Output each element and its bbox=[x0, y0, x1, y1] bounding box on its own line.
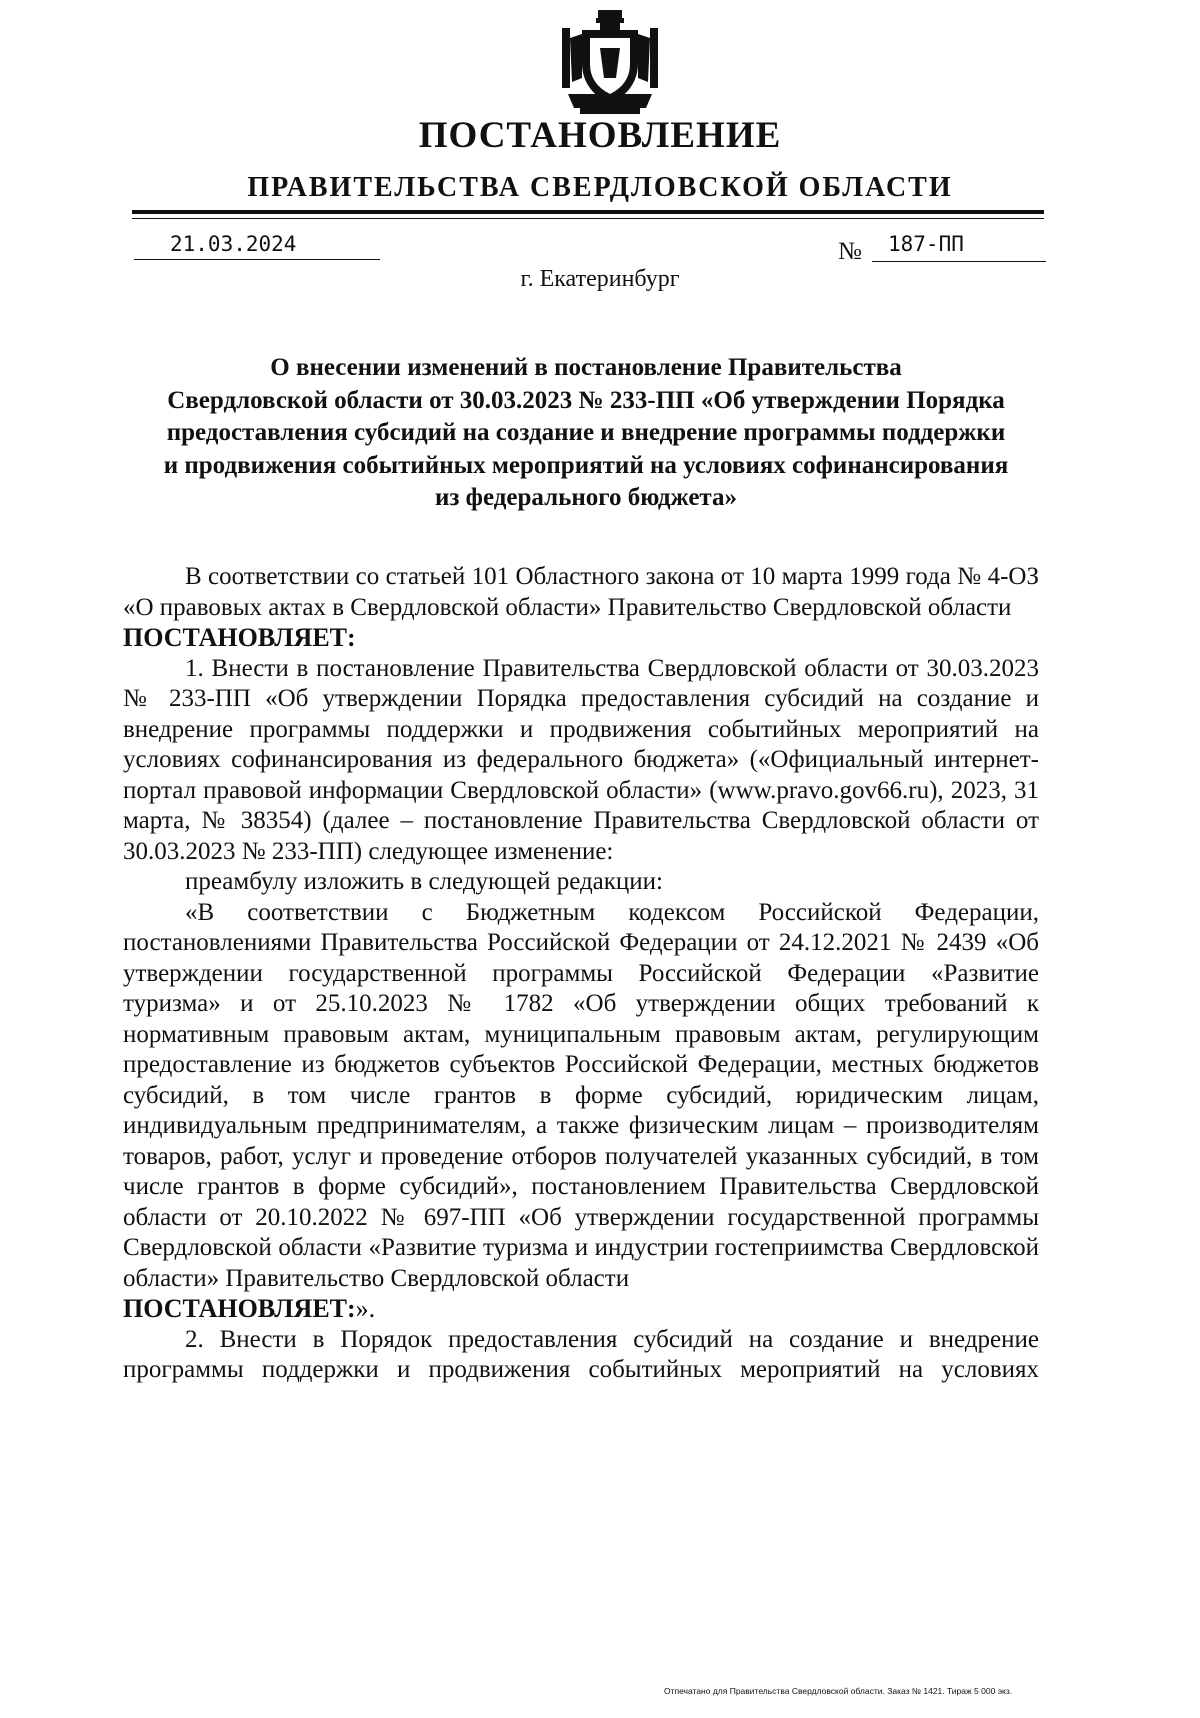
heading-line: из федерального бюджета» bbox=[434, 484, 738, 511]
document-title: ПОСТАНОВЛЕНИЕ bbox=[418, 115, 782, 156]
heading-line: О внесении изменений в постановление Правительства bbox=[270, 354, 902, 381]
document-number: 187-ПП bbox=[888, 232, 964, 256]
issuer-name: ПРАВИТЕЛЬСТВА СВЕРДЛОВСКОЙ ОБЛАСТИ bbox=[247, 172, 953, 203]
document-heading bbox=[130, 352, 1042, 515]
resolves-label: ПОСТАНОВЛЯЕТ: bbox=[123, 623, 356, 652]
coat-of-arms-icon bbox=[560, 8, 660, 116]
print-footer: Отпечатано для Правительства Свердловской области. Заказ № 1421. Тираж 5 000 экз. bbox=[664, 1686, 1013, 1696]
quoted-resolves-line bbox=[123, 1294, 1039, 1325]
quoted-preamble-paragraph: «В соответствии с Бюджетным кодексом Российской Федерации, постановлениями Правительства Российской Федерации от 24.12.2021 № 2439 «Об утверждении государственной программы Российской Федерации «Развитие туризма» и от 25.10.2023 № 1782 «Об утверждении общих требований к нормативным правовым актам, муниципальным правовым актам, регулирующим предоставление из бюджетов субъектов Российской Федерации, местных бюджетов субсидий, в том числе грантов в форме субсидий, юридическим лицам, индивидуальным предпринимателям, а также физическим лицам – производителям товаров, работ, услуг и проведение отборов получателей указанных субсидий, в том числе грантов в форме субсидий», постановлением Правительства Свердловской области от 20.10.2022 № 697-ПП «Об утверждении государственной программы Свердловской области «Развитие туризма и индустрии гостеприимства Свердловской области» Правительство Свердловской области bbox=[123, 898, 1039, 1292]
heading-line: и продвижения событийных мероприятий на условиях софинансирования bbox=[163, 451, 1009, 479]
item-2-paragraph: 2. Внести в Порядок предоставления субсидий на создание и внедрение программы поддержки и продвижения событийных мероприятий на условиях bbox=[123, 1325, 1039, 1383]
item-1-paragraph: 1. Внести в постановление Правительства Свердловской области от 30.03.2023 № 233-ПП «Об утверждении Порядка предоставления субсидий на создание и внедрение программы поддержки и продвижения событийных мероприятий на условиях софинансирования из федерального бюджета» («Официальный интернет-портал правовой информации Свердловской области» (www.pravo.gov66.ru), 2023, 31 марта, № 38354) (далее – постановление Правительства Свердловской области от 30.03.2023 № 233-ПП) следующее изменение: bbox=[123, 654, 1039, 865]
document-body bbox=[123, 562, 1039, 1386]
heading-line: Свердловской области от 30.03.2023 № 233-ПП «Об утверждении Порядка bbox=[167, 386, 1005, 414]
preamble-paragraph: В соответствии со статьей 101 Областного закона от 10 марта 1999 года № 4-ОЗ «О правовых актах в Свердловской области» Правительство Свердловской области bbox=[123, 563, 1039, 621]
quoted-resolves-label: ПОСТАНОВЛЯЕТ: bbox=[123, 1294, 356, 1323]
quote-close: ». bbox=[355, 1294, 376, 1323]
document-date: 21.03.2024 bbox=[170, 232, 297, 256]
number-underline bbox=[872, 261, 1046, 262]
header-rule-thick bbox=[132, 210, 1044, 214]
header-rule-thin bbox=[132, 218, 1044, 219]
document-city: г. Екатеринбург bbox=[520, 266, 680, 292]
date-underline bbox=[134, 259, 380, 260]
number-sign: № bbox=[838, 238, 862, 265]
preamble-edit-paragraph: преамбулу изложить в следующей редакции: bbox=[185, 868, 664, 895]
heading-line: предоставления субсидий на создание и внедрение программы поддержки bbox=[166, 419, 1006, 446]
